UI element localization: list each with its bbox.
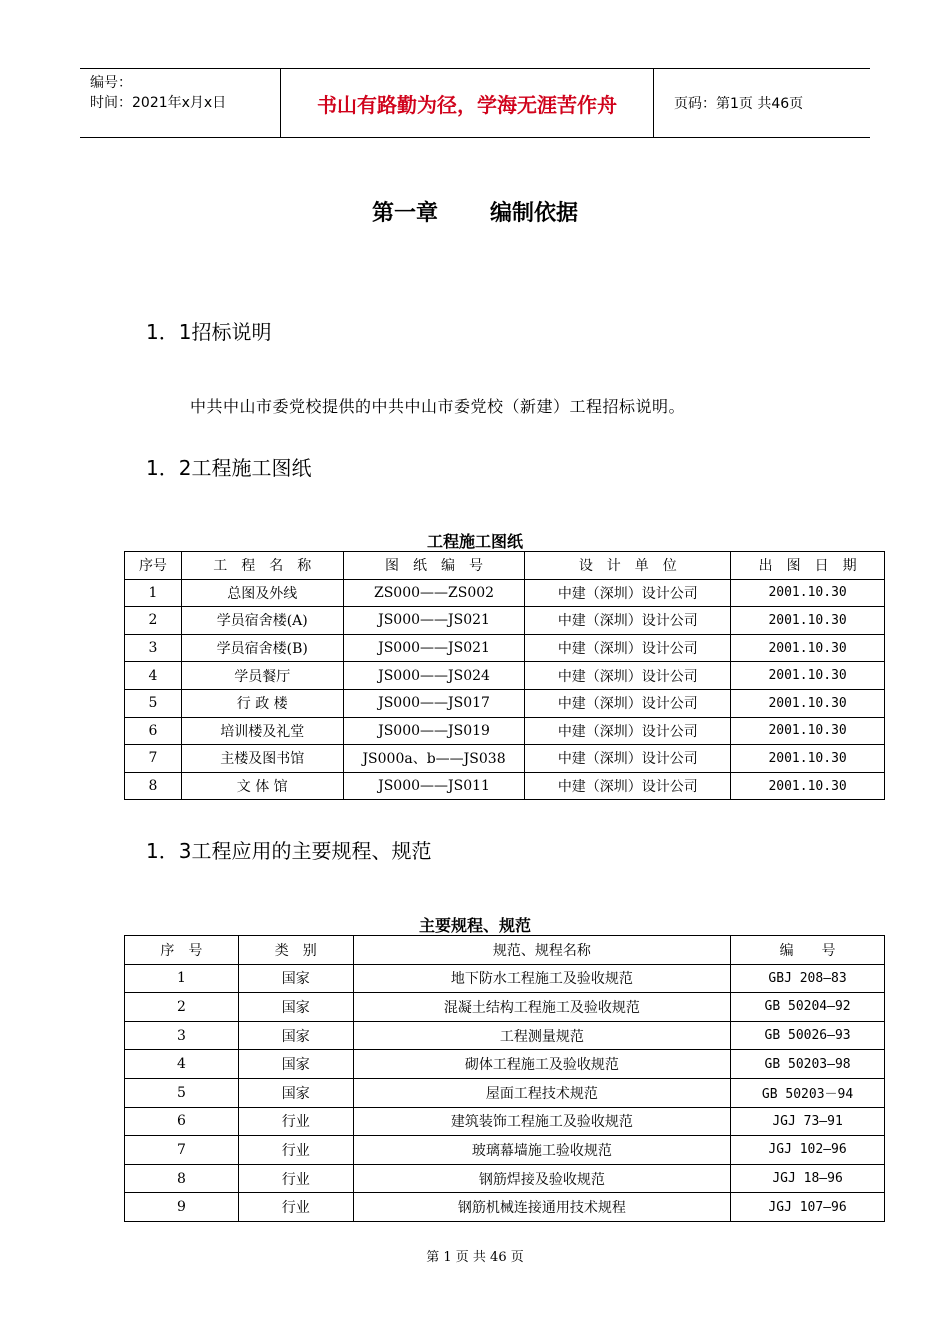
drawings-table-caption: 工程施工图纸 (426, 532, 523, 551)
table-cell: JS000——JS019 (343, 717, 525, 745)
table-cell: JS000——JS011 (343, 772, 525, 800)
table-cell: GB 50203—98 (731, 1050, 885, 1079)
table-cell: 7 (125, 1136, 239, 1165)
table-header-row (125, 552, 885, 580)
table-cell: 行业 (238, 1193, 353, 1222)
table-cell: JGJ 107—96 (731, 1193, 885, 1222)
page-code-text: 页码：第1页 共46页 (674, 96, 804, 112)
table-cell: 中建（深圳）设计公司 (525, 689, 731, 717)
document-date-label: 时间：2021年x月x日 (90, 95, 227, 111)
table-header-row (125, 936, 885, 965)
section-1-1-paragraph: 中共中山市委党校提供的中共中山市委党校（新建）工程招标说明。 (190, 397, 686, 416)
table-row (125, 579, 885, 607)
table-cell: 2001.10.30 (731, 607, 885, 635)
table-cell: 2001.10.30 (731, 717, 885, 745)
table-cell: 学员宿舍楼(A) (181, 607, 343, 635)
table-cell: 主楼及图书馆 (181, 745, 343, 773)
table-cell: 2001.10.30 (731, 689, 885, 717)
codes-table-caption: 主要规程、规范 (418, 916, 531, 935)
table-cell: GB 50204—92 (731, 993, 885, 1022)
table-cell: 5 (125, 1078, 239, 1107)
chapter-heading (0, 196, 950, 227)
table-cell: 8 (125, 1164, 239, 1193)
table-cell: 5 (125, 689, 182, 717)
table-row (125, 745, 885, 773)
table-cell: JGJ 18—96 (731, 1164, 885, 1193)
table-cell: 国家 (238, 993, 353, 1022)
table-cell: JS000——JS017 (343, 689, 525, 717)
column-header: 规范、规程名称 (353, 936, 731, 965)
table-cell: 2001.10.30 (731, 772, 885, 800)
table-cell: 中建（深圳）设计公司 (525, 634, 731, 662)
table-cell: 学员宿舍楼(B) (181, 634, 343, 662)
table-cell: 地下防水工程施工及验收规范 (353, 964, 731, 993)
table-row (125, 993, 885, 1022)
column-header: 序号 (125, 552, 182, 580)
table-cell: 8 (125, 772, 182, 800)
table-cell: 6 (125, 1107, 239, 1136)
table-cell: 2 (125, 993, 239, 1022)
table-cell: JGJ 102—96 (731, 1136, 885, 1165)
table-cell: 6 (125, 717, 182, 745)
table-cell: 培训楼及礼堂 (181, 717, 343, 745)
table-cell: 行业 (238, 1107, 353, 1136)
table-cell: 混凝土结构工程施工及验收规范 (353, 993, 731, 1022)
table-cell: 4 (125, 1050, 239, 1079)
table-cell: 国家 (238, 1078, 353, 1107)
table-cell: 2001.10.30 (731, 745, 885, 773)
header-info-cell (80, 69, 281, 137)
table-cell: 屋面工程技术规范 (353, 1078, 731, 1107)
table-cell: JS000——JS021 (343, 634, 525, 662)
table-row (125, 662, 885, 690)
table-row (125, 1164, 885, 1193)
table-row (125, 1136, 885, 1165)
table-cell: 中建（深圳）设计公司 (525, 607, 731, 635)
table-cell: 行业 (238, 1164, 353, 1193)
table-cell: 砌体工程施工及验收规范 (353, 1050, 731, 1079)
table-cell: 中建（深圳）设计公司 (525, 579, 731, 607)
table-row (125, 1078, 885, 1107)
table-cell: 3 (125, 1021, 239, 1050)
table-cell: 2001.10.30 (731, 579, 885, 607)
column-header: 出 图 日 期 (731, 552, 885, 580)
table-row (125, 772, 885, 800)
codes-table (124, 935, 885, 1222)
header-motto: 书山有路勤为径，学海无涯苦作舟 (281, 69, 654, 137)
section-heading-1-2: 1．2工程施工图纸 (146, 456, 312, 480)
page-header (80, 68, 870, 138)
column-header: 序 号 (125, 936, 239, 965)
table-row (125, 634, 885, 662)
table-cell: JS000——JS021 (343, 607, 525, 635)
table-cell: 行业 (238, 1136, 353, 1165)
table-cell: 国家 (238, 1021, 353, 1050)
table-cell: 4 (125, 662, 182, 690)
table-cell: ZS000——ZS002 (343, 579, 525, 607)
table-cell: JGJ 73—91 (731, 1107, 885, 1136)
column-header: 编 号 (731, 936, 885, 965)
table-cell: 2001.10.30 (731, 662, 885, 690)
table-row (125, 689, 885, 717)
table-cell: 钢筋焊接及验收规范 (353, 1164, 731, 1193)
table-cell: 学员餐厅 (181, 662, 343, 690)
table-cell: JS000a、b——JS038 (343, 745, 525, 773)
chapter-title: 编制依据 (490, 201, 579, 226)
table-row (125, 1193, 885, 1222)
table-cell: 中建（深圳）设计公司 (525, 745, 731, 773)
table-cell: GB 50026—93 (731, 1021, 885, 1050)
table-cell: 国家 (238, 964, 353, 993)
table-cell: GBJ 208—83 (731, 964, 885, 993)
table-cell: 3 (125, 634, 182, 662)
table-row (125, 607, 885, 635)
table-cell: 钢筋机械连接通用技术规程 (353, 1193, 731, 1222)
table-cell: 9 (125, 1193, 239, 1222)
table-cell: 2001.10.30 (731, 634, 885, 662)
header-page-code (664, 69, 870, 137)
column-header: 设 计 单 位 (525, 552, 731, 580)
table-cell: GB 50203－94 (731, 1078, 885, 1107)
table-cell: 玻璃幕墙施工验收规范 (353, 1136, 731, 1165)
column-header: 图 纸 编 号 (343, 552, 525, 580)
page-footer: 第 1 页 共 46 页 (426, 1250, 524, 1265)
table-cell: 中建（深圳）设计公司 (525, 717, 731, 745)
table-row (125, 1050, 885, 1079)
chapter-number: 第一章 (371, 201, 438, 226)
column-header: 工 程 名 称 (181, 552, 343, 580)
document-number-label: 编号： (90, 75, 132, 91)
table-cell: 总图及外线 (181, 579, 343, 607)
table-row (125, 717, 885, 745)
section-heading-1-1: 1．1招标说明 (146, 320, 272, 344)
table-cell: 建筑装饰工程施工及验收规范 (353, 1107, 731, 1136)
table-cell: 中建（深圳）设计公司 (525, 662, 731, 690)
table-cell: 行 政 楼 (181, 689, 343, 717)
table-cell: 1 (125, 579, 182, 607)
table-cell: 文 体 馆 (181, 772, 343, 800)
table-cell: 7 (125, 745, 182, 773)
table-cell: 2 (125, 607, 182, 635)
table-cell: 国家 (238, 1050, 353, 1079)
section-heading-1-3: 1．3工程应用的主要规程、规范 (146, 839, 432, 863)
table-row (125, 1021, 885, 1050)
table-row (125, 1107, 885, 1136)
table-cell: 中建（深圳）设计公司 (525, 772, 731, 800)
table-cell: 1 (125, 964, 239, 993)
table-cell: 工程测量规范 (353, 1021, 731, 1050)
column-header: 类 别 (238, 936, 353, 965)
table-row (125, 964, 885, 993)
table-cell: JS000——JS024 (343, 662, 525, 690)
drawings-table (124, 551, 885, 800)
